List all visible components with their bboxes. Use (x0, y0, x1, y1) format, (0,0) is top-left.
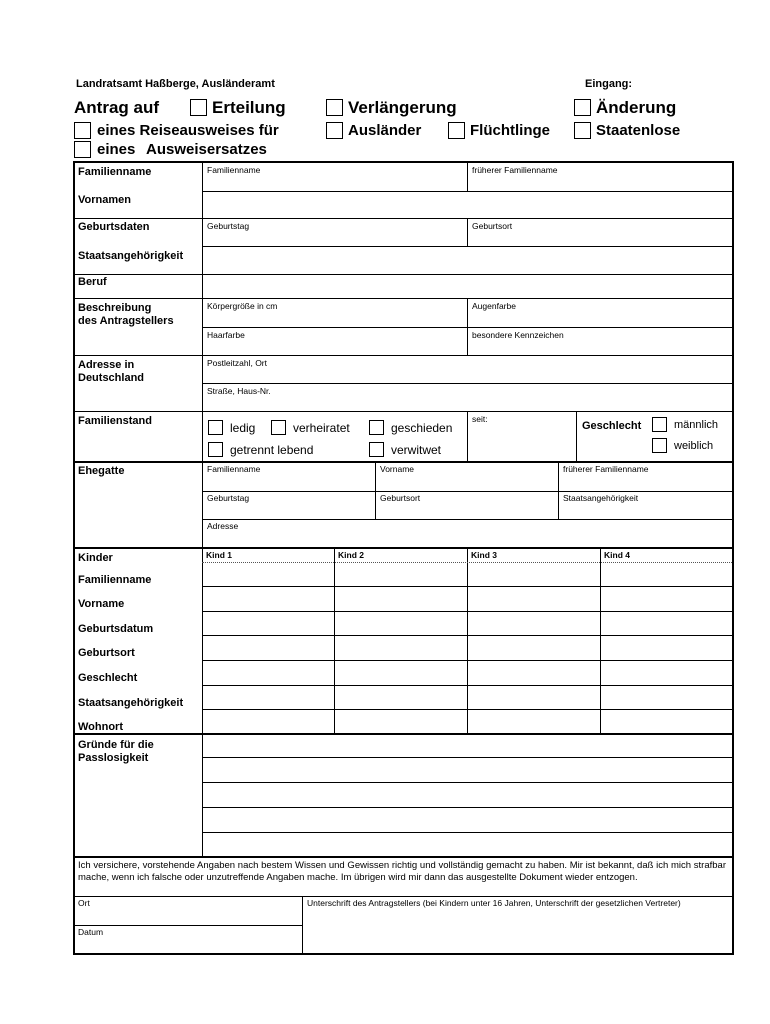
label-column-divider (202, 163, 203, 857)
row-label-gruende-1: Gründe für die (78, 739, 154, 751)
field-koerpergroesse[interactable]: Körpergröße in cm (207, 301, 278, 311)
verwitwet-label: verwitwet (391, 443, 442, 457)
reiseausweis-label: eines Reiseausweises für (97, 122, 279, 139)
kinder-row-label: Staatsangehörigkeit (78, 697, 184, 709)
getrennt-checkbox[interactable] (208, 442, 223, 457)
weiblich-label: weiblich (674, 440, 714, 452)
verheiratet-label: verheiratet (293, 421, 350, 435)
field-frueherer-familienname[interactable]: früherer Familienname (472, 165, 558, 175)
geschieden-label: geschieden (391, 421, 453, 435)
row-label-staatsangehoerigkeit: Staatsangehörigkeit (78, 250, 184, 262)
fluechtlinge-checkbox[interactable] (448, 122, 465, 139)
row-label-gruende-2: Passlosigkeit (78, 752, 149, 764)
row-label-familienname: Familienname (78, 166, 152, 178)
auslaender-label: Ausländer (348, 122, 422, 139)
kinder-col-1: Kind 1 (206, 550, 232, 560)
row-label-beschreibung-1: Beschreibung (78, 302, 152, 314)
geschieden-checkbox[interactable] (369, 420, 384, 435)
maennlich-checkbox[interactable] (652, 417, 667, 432)
weiblich-checkbox[interactable] (652, 438, 667, 453)
row-label-geburtsdaten: Geburtsdaten (78, 221, 150, 233)
ort-field[interactable]: Ort (78, 898, 90, 908)
verwitwet-checkbox[interactable] (369, 442, 384, 457)
getrennt-label: getrennt lebend (230, 443, 314, 457)
row-label-ehegatte: Ehegatte (78, 465, 125, 477)
erteilung-checkbox[interactable] (190, 99, 207, 116)
kinder-row-label: Wohnort (78, 721, 124, 733)
reiseausweis-checkbox[interactable] (74, 122, 91, 139)
ehegatte-geburtsort[interactable]: Geburtsort (380, 493, 421, 503)
unterschrift-field[interactable]: Unterschrift des Antragstellers (bei Kindern unter 16 Jahren, Unterschrift der gesetzlichen Vertreter) (307, 898, 681, 908)
ehegatte-familienname[interactable]: Familienname (207, 464, 261, 474)
datum-field[interactable]: Datum (78, 927, 104, 937)
geschlecht-label: Geschlecht (582, 420, 642, 432)
kinder-row-label: Vorname (78, 598, 125, 610)
staatenlose-checkbox[interactable] (574, 122, 591, 139)
authority-title: Landratsamt Haßberge, Ausländeramt (76, 78, 275, 90)
verlaengerung-label: Verlängerung (348, 98, 457, 117)
row-label-adresse-2: Deutschland (78, 372, 145, 384)
kinder-col-2: Kind 2 (338, 550, 364, 560)
field-familienname[interactable]: Familienname (207, 165, 261, 175)
form-frame (73, 161, 734, 955)
kinder-row-label: Geburtsdatum (78, 623, 154, 635)
ausweisersatz-prefix: eines (97, 141, 136, 158)
row-label-familienstand: Familienstand (78, 415, 152, 427)
ehegatte-adresse[interactable]: Adresse (207, 521, 239, 531)
row-label-vornamen: Vornamen (78, 194, 131, 206)
maennlich-label: männlich (674, 419, 719, 431)
row-label-adresse-1: Adresse in (78, 359, 135, 371)
field-strasse[interactable]: Straße, Haus-Nr. (207, 386, 271, 396)
kinder-col-3: Kind 3 (471, 550, 497, 560)
kinder-title: Kinder (78, 552, 113, 564)
erteilung-label: Erteilung (212, 98, 286, 117)
ehegatte-vorname[interactable]: Vorname (380, 464, 415, 474)
verlaengerung-checkbox[interactable] (326, 99, 343, 116)
fluechtlinge-label: Flüchtlinge (470, 122, 550, 139)
ledig-checkbox[interactable] (208, 420, 223, 435)
verheiratet-checkbox[interactable] (271, 420, 286, 435)
row-label-beschreibung-2: des Antragstellers (78, 315, 174, 327)
ehegatte-frueherer[interactable]: früherer Familienname (563, 464, 649, 474)
field-geburtsort[interactable]: Geburtsort (472, 221, 513, 231)
ledig-label: ledig (230, 421, 256, 435)
ausweisersatz-checkbox[interactable] (74, 141, 91, 158)
ehegatte-geburtstag[interactable]: Geburtstag (207, 493, 250, 503)
staatenlose-label: Staatenlose (596, 122, 681, 139)
field-haarfarbe[interactable]: Haarfarbe (207, 330, 245, 340)
field-kennzeichen[interactable]: besondere Kennzeichen (472, 330, 564, 340)
field-plz-ort[interactable]: Postleitzahl, Ort (207, 358, 267, 368)
field-seit[interactable]: seit: (472, 414, 488, 424)
field-geburtstag[interactable]: Geburtstag (207, 221, 250, 231)
kinder-row-label: Familienname (78, 574, 152, 586)
kinder-col-4: Kind 4 (604, 550, 630, 560)
declaration-text: Ich versichere, vorstehende Angaben nach bestem Wissen und Gewissen richtig und vollständig gemacht zu haben. Mir ist bekannt, daß ich mich strafbar mache, wenn ich falsche oder unzutreffende Angaben mache. Im übrigen wird mir dann das ausgestellte Dokument wieder entzogen. (78, 860, 726, 883)
auslaender-checkbox[interactable] (326, 122, 343, 139)
row-label-beruf: Beruf (78, 276, 107, 288)
ehegatte-staatsangehoerigkeit[interactable]: Staatsangehörigkeit (563, 493, 639, 503)
field-augenfarbe[interactable]: Augenfarbe (472, 301, 516, 311)
aenderung-label: Änderung (596, 98, 677, 117)
kinder-row-label: Geburtsort (78, 647, 135, 659)
ausweisersatz-label: Ausweisersatzes (146, 141, 267, 158)
eingang-label: Eingang: (585, 78, 633, 90)
antrag-auf-label: Antrag auf (74, 98, 159, 117)
kinder-row-label: Geschlecht (78, 672, 138, 684)
aenderung-checkbox[interactable] (574, 99, 591, 116)
